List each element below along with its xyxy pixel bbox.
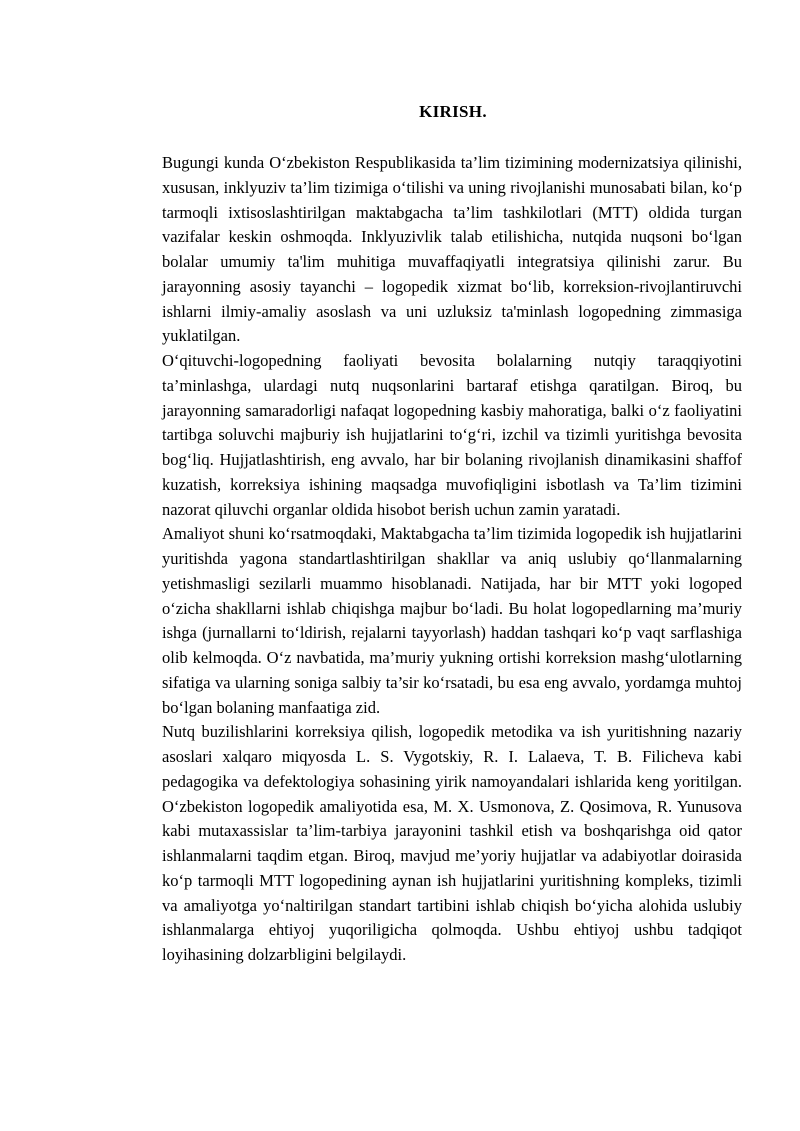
- section-title: KIRISH.: [419, 102, 487, 121]
- paragraph-3: Amaliyot shuni ko‘rsatmoqdaki, Maktabgacha ta’lim tizimida logopedik ish hujjatlarini yuritishda yagona standartlashtirilgan shakllar va aniq uslubiy qo‘llanmalarning yetishmasligi sezilarli muammo hisoblanadi. Natijada, har bir MTT yoki logoped o‘zicha shakllarni ishlab chiqishga majbur bo‘ladi. Bu holat logopedlarning ma’muriy ishga (jurnallarni to‘ldirish, rejalarni tayyorlash) haddan tashqari ko‘p vaqt sarflashiga olib kelmoqda. O‘z navbatida, ma’muriy yukning ortishi korreksion mashg‘ulotlarning sifatiga va ularning soniga salbiy ta’sir ko‘rsatadi, bu esa eng avvalo, yordamga muhtoj bo‘lgan bolaning manfaatiga zid.: [162, 524, 742, 717]
- paragraph-2: O‘qituvchi-logopedning faoliyati bevosita bolalarning nutqiy taraqqiyotini ta’minlashga, ulardagi nutq nuqsonlarini bartaraf etishga qaratilgan. Biroq, bu jarayonning samaradorligi nafaqat logopedning kasbiy mahoratiga, balki o‘z faoliyatini tartibga soluvchi majburiy ish hujjatlarini to‘g‘ri, izchil va tizimli yuritishga bevosita bog‘liq. Hujjatlashtirish, eng avvalo, har bir bolaning rivojlanish dinamikasini shaffof kuzatish, korreksiya ishining maqsadga muvofiqligini isbotlash va Ta’lim tizimini nazorat qiluvchi organlar oldida hisobot berish uchun zamin yaratadi.: [162, 351, 742, 519]
- paragraph-1: Bugungi kunda O‘zbekiston Respublikasida ta’lim tizimining modernizatsiya qilinishi, xususan, inklyuziv ta’lim tizimiga o‘tilishi va uning rivojlanishi munosabati bilan, ko‘p tarmoqli ixtisoslashtirilgan maktabgacha ta’lim tashkilotlari (MTT) oldida turgan vazifalar keskin oshmoqda. Inklyuzivlik talab etilishicha, nutqida nuqsoni bo‘lgan bolalar umumiy ta'lim muhitiga muvaffaqiyatli integratsiya qilinishi zarur. Bu jarayonning asosiy tayanchi – logopedik xizmat bo‘lib, korreksion-rivojlantiruvchi ishlarni ilmiy-amaliy asoslash va uni uzluksiz ta'minlash logopedning zimmasiga yuklatilgan.: [162, 153, 742, 346]
- body-text: [162, 151, 742, 968]
- paragraph-4: Nutq buzilishlarini korreksiya qilish, logopedik metodika va ish yuritishning nazariy asoslari xalqaro miqyosda L. S. Vygotskiy, R. I. Lalaeva, T. B. Filicheva kabi pedagogika va defektologiya sohasining yirik namoyandalari ishlarida keng yoritilgan. O‘zbekiston logopedik amaliyotida esa, M. X. Usmonova, Z. Qosimova, R. Yunusova kabi mutaxassislar ta’lim-tarbiya jarayonini tashkil etish va boshqarishga oid qator ishlanmalarni taqdim etgan. Biroq, mavjud me’yoriy hujjatlar va adabiyotlar doirasida ko‘p tarmoqli MTT logopedining aynan ish hujjatlarini yuritishning kompleks, tizimli va amaliyotga yo‘naltirilgan standart tartibini ishlab chiqish bo‘yicha alohida uslubiy ishlanmalarga ehtiyoj yuqoriligicha qolmoqda. Ushbu ehtiyoj ushbu tadqiqot loyihasining dolzarbligini belgilaydi.: [162, 722, 742, 964]
